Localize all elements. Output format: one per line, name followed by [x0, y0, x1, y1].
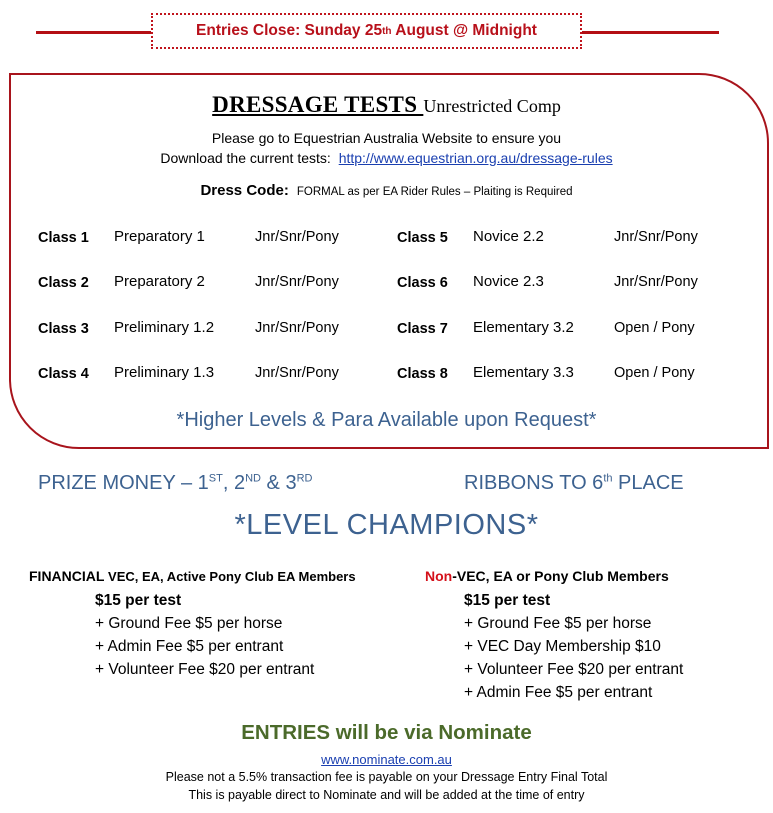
- class-name: Preliminary 1.2: [114, 319, 215, 336]
- dressage-title: [0, 92, 773, 118]
- class-label: Class 6: [397, 275, 448, 291]
- entries-close-banner: [151, 13, 582, 49]
- class-category: Open / Pony: [614, 320, 695, 336]
- ribbons: RIBBONS TO 6th PLACE: [464, 472, 684, 494]
- title-sub: Unrestricted Comp: [423, 96, 561, 116]
- banner-line-right: [582, 31, 719, 34]
- info-line-2-text: Download the current tests:: [160, 150, 331, 166]
- higher-levels-note: *Higher Levels & Para Available upon Request*: [176, 409, 597, 431]
- title-main: DRESSAGE TESTS: [212, 92, 424, 117]
- financial-fee-list: [95, 589, 314, 681]
- class-name: Preliminary 1.3: [114, 364, 215, 381]
- entries-heading: ENTRIES will be via Nominate: [241, 721, 532, 744]
- info-line-1-text: Please go to Equestrian Australia Website to ensure you: [211, 130, 562, 146]
- class-category: Jnr/Snr/Pony: [255, 229, 339, 245]
- class-category: Jnr/Snr/Pony: [614, 274, 698, 290]
- fee-item: + Ground Fee $5 per horse: [95, 615, 283, 632]
- fee-item: + Admin Fee $5 per entrant: [95, 638, 284, 655]
- class-name: Novice 2.2: [473, 228, 544, 245]
- class-category: Open / Pony: [614, 365, 695, 381]
- class-category: Jnr/Snr/Pony: [255, 320, 339, 336]
- dress-code-text: FORMAL as per EA Rider Rules – Plaiting is Required: [296, 186, 573, 198]
- fee-item: + Volunteer Fee $20 per entrant: [464, 661, 684, 678]
- class-label: Class 5: [397, 230, 448, 246]
- banner-suffix: August @ Midnight: [391, 22, 537, 39]
- class-name: Elementary 3.3: [473, 364, 574, 381]
- dress-code-label: Dress Code:: [200, 182, 289, 199]
- info-line-1: [0, 130, 773, 146]
- fee-item: + Volunteer Fee $20 per entrant: [95, 661, 315, 678]
- class-name: Elementary 3.2: [473, 319, 574, 336]
- nominate-link-row: [0, 752, 773, 767]
- class-category: Jnr/Snr/Pony: [255, 365, 339, 381]
- transaction-fee-note: Please not a 5.5% transaction fee is payable on your Dressage Entry Final Total: [165, 770, 608, 784]
- dress-code: [0, 182, 773, 199]
- fee-item: $15 per test: [95, 592, 182, 609]
- nominate-link[interactable]: www.nominate.com.au: [321, 752, 452, 767]
- class-name: Preparatory 2: [114, 273, 205, 290]
- payable-note: This is payable direct to Nominate and will be added at the time of entry: [188, 788, 585, 802]
- dressage-rules-link[interactable]: http://www.equestrian.org.au/dressage-rules: [338, 150, 613, 166]
- banner-line-left: [36, 31, 153, 34]
- class-name: Novice 2.3: [473, 273, 544, 290]
- class-name: Preparatory 1: [114, 228, 205, 245]
- class-category: Jnr/Snr/Pony: [255, 274, 339, 290]
- fee-item: + Admin Fee $5 per entrant: [464, 684, 653, 701]
- class-label: Class 3: [38, 321, 89, 337]
- financial-members-heading: FINANCIAL VEC, EA, Active Pony Club EA Members: [29, 568, 356, 584]
- level-champions: *LEVEL CHAMPIONS*: [234, 509, 539, 541]
- fee-item: + VEC Day Membership $10: [464, 638, 661, 655]
- class-label: Class 2: [38, 275, 89, 291]
- class-label: Class 8: [397, 366, 448, 382]
- non-member-fee-list: [464, 589, 683, 704]
- fee-item: + Ground Fee $5 per horse: [464, 615, 652, 632]
- banner-sup: th: [382, 25, 392, 37]
- class-category: Jnr/Snr/Pony: [614, 229, 698, 245]
- class-label: Class 1: [38, 230, 89, 246]
- banner-prefix: Entries Close: Sunday 25: [196, 22, 383, 39]
- class-label: Class 4: [38, 366, 89, 382]
- info-line-2: [0, 150, 773, 166]
- non-members-heading: Non-VEC, EA or Pony Club Members: [425, 568, 669, 584]
- class-label: Class 7: [397, 321, 448, 337]
- prize-money: PRIZE MONEY – 1ST, 2ND & 3RD: [38, 472, 313, 494]
- fee-item: $15 per test: [464, 592, 551, 609]
